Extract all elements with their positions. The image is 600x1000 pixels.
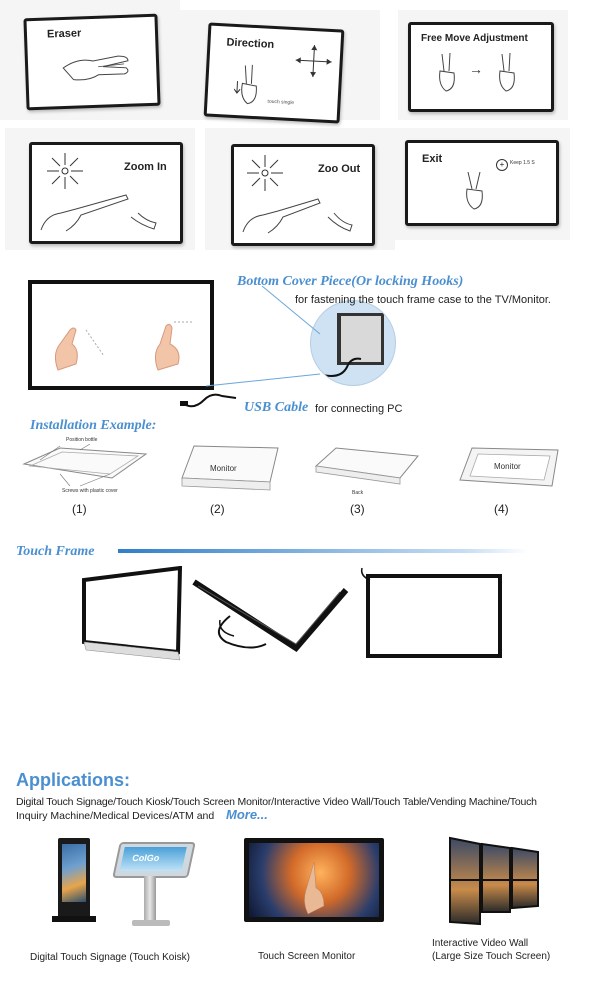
hand-start-icon (433, 51, 461, 95)
install-step-number: (2) (210, 502, 225, 516)
gesture-screen-exit (405, 140, 559, 226)
video-wall-image (448, 832, 540, 928)
cover-description: for fastening the touch frame case to the TV/Monitor. (295, 294, 551, 306)
usb-title: USB Cable (244, 400, 309, 415)
touch-frame-photo-3 (366, 574, 502, 658)
gesture-title-free-move: Free Move Adjustment (421, 33, 528, 44)
install-step-number: (3) (350, 502, 365, 516)
usb-description: for connecting PC (315, 403, 403, 415)
hand-end-icon (493, 51, 521, 95)
gesture-title-zoom-in: Zoom In (124, 161, 167, 173)
gesture-cell-zoom-out (205, 128, 395, 250)
touch-frame-photo-1 (80, 566, 184, 664)
direction-note: touch single (267, 98, 295, 107)
digital-signage-image (58, 838, 90, 922)
caption-video-wall-2: (Large Size Touch Screen) (432, 951, 551, 962)
install-step3-label: Back (352, 490, 364, 496)
installation-title: Installation Example: (30, 418, 157, 433)
gesture-screen-direction (204, 23, 345, 124)
gesture-title-zoom-out: Zoo Out (318, 163, 361, 175)
install-step1-bottom-label: Screws with plastic cover (62, 488, 118, 494)
gesture-screen-zoom-out (231, 144, 375, 246)
pinch-hand-icon (238, 187, 368, 237)
touch-frame-diagram (28, 280, 214, 390)
touch-frame-divider (118, 549, 528, 553)
gesture-screen-eraser (23, 14, 160, 111)
applications-title: Applications: (16, 770, 131, 790)
install-step-number: (1) (72, 502, 87, 516)
gesture-screen-free-move (408, 22, 554, 112)
free-move-arrow-icon: → (469, 61, 483, 77)
gesture-cell-exit (395, 128, 570, 240)
install-step1-top-label: Position bottle (66, 437, 98, 443)
touch-frame-3-cable-icon (356, 566, 376, 586)
caption-digital-signage: Digital Touch Signage (Touch Koisk) (30, 952, 190, 963)
touch-frame-photo-2 (190, 572, 350, 652)
applications-line-1: Digital Touch Signage/Touch Kiosk/Touch Screen Monitor/Interactive Video Wall/Touch Table/Vending Machine/Touch (16, 796, 537, 808)
palm-hand-icon (57, 45, 138, 88)
install-step2-monitor-label: Monitor (210, 464, 237, 473)
kiosk-screen-text: ColGo (131, 853, 161, 863)
gesture-title-exit: Exit (422, 153, 443, 165)
install-step-number: (4) (494, 502, 509, 516)
touch-frame-title: Touch Frame (16, 544, 95, 559)
gesture-cell-eraser (0, 0, 180, 120)
applications-more-link[interactable]: More... (226, 807, 268, 822)
touch-fingers-illustration (46, 310, 196, 374)
gesture-cell-zoom-in (5, 128, 195, 250)
two-finger-hand-icon (233, 61, 265, 109)
install-step4-monitor-label: Monitor (494, 462, 521, 471)
touch-kiosk-image (112, 840, 192, 928)
gesture-cell-direction (180, 10, 380, 120)
caption-video-wall-1: Interactive Video Wall (432, 938, 529, 949)
gesture-title-eraser: Eraser (46, 27, 82, 41)
gesture-cell-free-move (398, 10, 568, 120)
gesture-screen-zoom-in (29, 142, 183, 244)
caption-touch-monitor: Touch Screen Monitor (258, 951, 356, 962)
pointing-hand-icon (36, 185, 176, 235)
exit-note: Keep 1.5 S (510, 160, 535, 166)
touch-screen-monitor-image (244, 838, 384, 922)
cover-title: Bottom Cover Piece(Or locking Hooks) (237, 274, 464, 289)
gesture-title-direction: Direction (226, 36, 275, 51)
hand-touch-icon (294, 858, 334, 918)
applications-line-2: Inquiry Machine/Medical Devices/ATM and (16, 810, 215, 822)
exit-target-icon: + (496, 159, 508, 171)
victory-hand-icon (460, 169, 490, 213)
install-step3-illustration (312, 444, 422, 494)
direction-arrows-icon (293, 42, 335, 80)
install-step1-illustration (20, 444, 150, 490)
